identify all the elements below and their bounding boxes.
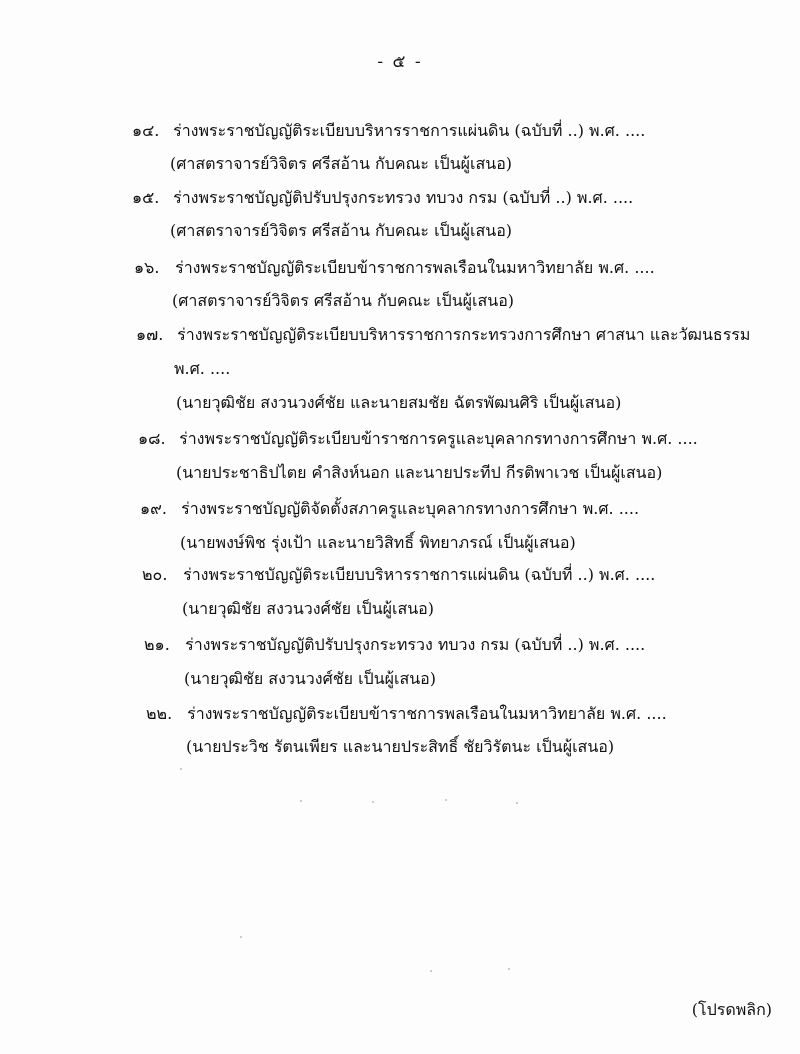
item-14-proposer: (ศาสตราจารย์วิจิตร ศรีสอ้าน กับคณะ เป็นผู้เสนอ) bbox=[170, 154, 513, 173]
item-22-title-line bbox=[146, 703, 667, 725]
scan-speck bbox=[240, 936, 242, 938]
item-title: ร่างพระราชบัญญัติระเบียบข้าราชการครูและบุคลากรทางการศึกษา พ.ศ. .... bbox=[179, 429, 698, 448]
item-15-title-line bbox=[132, 187, 633, 209]
item-title: ร่างพระราชบัญญัติระเบียบบริหารราชการกระทรวงการศึกษา ศาสนา และวัฒนธรรม bbox=[177, 325, 751, 344]
item-title: ร่างพระราชบัญญัติระเบียบข้าราชการพลเรือนในมหาวิทยาลัย พ.ศ. .... bbox=[175, 258, 655, 277]
item-number: ๑๖. bbox=[134, 258, 160, 277]
scan-speck bbox=[372, 801, 374, 803]
item-number: ๑๘. bbox=[138, 429, 166, 448]
item-18-title-line bbox=[138, 428, 698, 450]
item-20-title-line bbox=[142, 564, 655, 586]
item-number: ๑๗. bbox=[136, 325, 164, 344]
item-title: ร่างพระราชบัญญัติจัดตั้งสภาครูและบุคลากรทางการศึกษา พ.ศ. .... bbox=[181, 499, 640, 518]
item-18-proposer: (นายประชาธิปไตย คำสิงห์นอก และนายประทีป กีรติพาเวช เป็นผู้เสนอ) bbox=[176, 463, 663, 482]
item-number: ๒๑. bbox=[144, 635, 170, 654]
item-number: ๒๒. bbox=[146, 704, 173, 723]
scan-speck bbox=[430, 970, 432, 972]
item-number: ๑๙. bbox=[140, 499, 167, 518]
item-number: ๒๐. bbox=[142, 565, 168, 584]
item-title: ร่างพระราชบัญญัติระเบียบข้าราชการพลเรือนในมหาวิทยาลัย พ.ศ. .... bbox=[187, 704, 667, 723]
item-22-proposer: (นายประวิช รัตนเพียร และนายประสิทธิ์ ชัยวิรัตนะ เป็นผู้เสนอ) bbox=[186, 737, 615, 756]
item-17-title-line bbox=[136, 324, 750, 346]
item-16-proposer: (ศาสตราจารย์วิจิตร ศรีสอ้าน กับคณะ เป็นผู้เสนอ) bbox=[172, 291, 515, 310]
scan-speck bbox=[508, 968, 510, 970]
item-21-title-line bbox=[144, 634, 645, 656]
item-title: ร่างพระราชบัญญัติระเบียบบริหารราชการแผ่นดิน (ฉบับที่ ..) พ.ศ. .... bbox=[183, 565, 656, 584]
item-20-proposer: (นายวุฒิชัย สงวนวงศ์ชัย เป็นผู้เสนอ) bbox=[182, 599, 435, 618]
item-title: ร่างพระราชบัญญัติปรับปรุงกระทรวง ทบวง กรม (ฉบับที่ ..) พ.ศ. .... bbox=[185, 635, 646, 654]
item-title: ร่างพระราชบัญญัติระเบียบบริหารราชการแผ่นดิน (ฉบับที่ ..) พ.ศ. .... bbox=[173, 121, 646, 140]
item-17-title-continuation: พ.ศ. .... bbox=[174, 359, 231, 378]
scan-speck bbox=[445, 799, 447, 801]
item-number: ๑๔. bbox=[132, 121, 160, 140]
scan-speck bbox=[300, 800, 302, 802]
item-15-proposer: (ศาสตราจารย์วิจิตร ศรีสอ้าน กับคณะ เป็นผู้เสนอ) bbox=[170, 221, 513, 240]
item-14-title-line bbox=[132, 120, 645, 142]
item-21-proposer: (นายวุฒิชัย สงวนวงศ์ชัย เป็นผู้เสนอ) bbox=[184, 669, 437, 688]
item-19-proposer: (นายพงษ์พิช รุ่งเป้า และนายวิสิทธิ์ พิทยาภรณ์ เป็นผู้เสนอ) bbox=[180, 533, 576, 552]
turn-page-note: (โปรดพลิก) bbox=[691, 1000, 772, 1019]
item-16-title-line bbox=[134, 257, 655, 279]
scan-speck bbox=[516, 802, 518, 804]
item-title: ร่างพระราชบัญญัติปรับปรุงกระทรวง ทบวง กรม (ฉบับที่ ..) พ.ศ. .... bbox=[173, 188, 634, 207]
item-number: ๑๕. bbox=[132, 188, 160, 207]
scan-speck bbox=[180, 768, 182, 770]
item-17-proposer: (นายวุฒิชัย สงวนวงศ์ชัย และนายสมชัย ฉัตรพัฒนศิริ เป็นผู้เสนอ) bbox=[176, 393, 622, 412]
item-19-title-line bbox=[140, 498, 639, 520]
page-number: - ๕ - bbox=[377, 52, 423, 72]
